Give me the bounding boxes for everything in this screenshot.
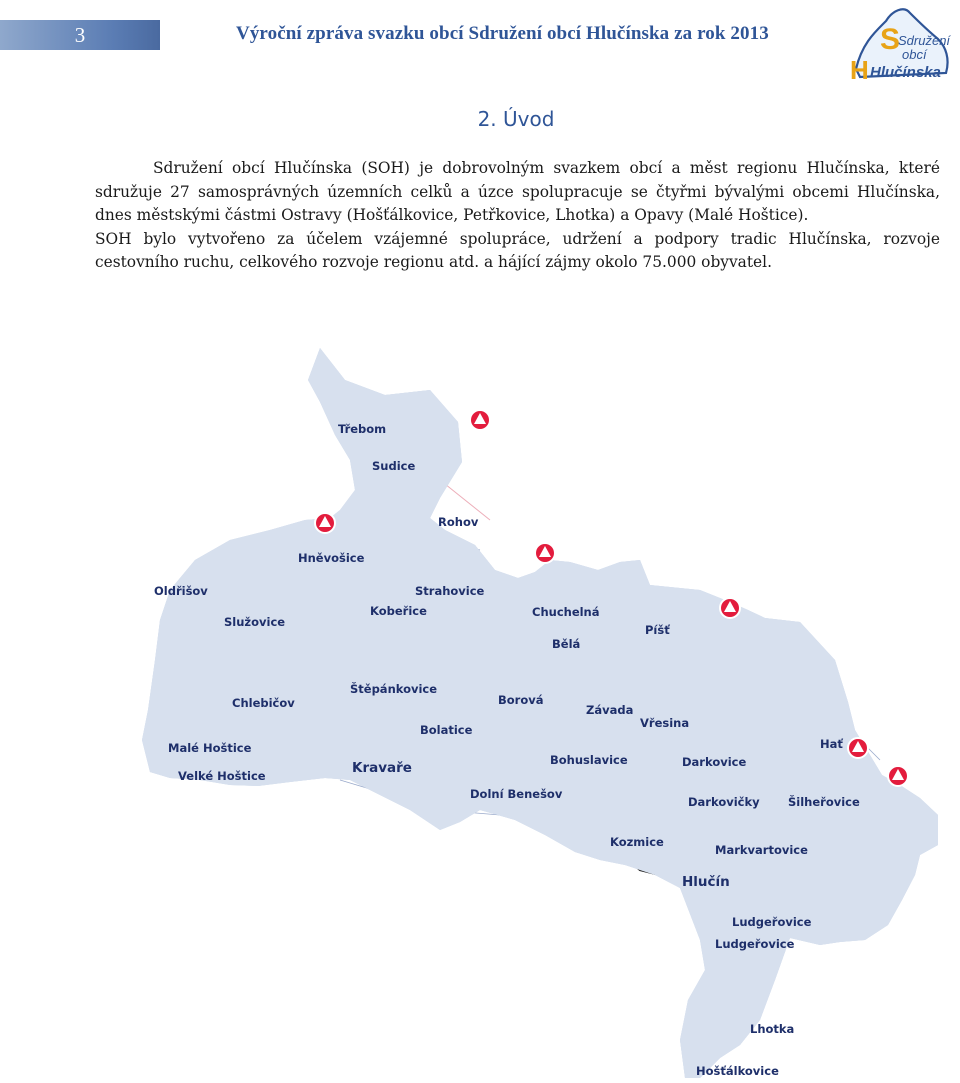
town-label: Šilheřovice [788, 795, 860, 809]
region-map-graphic [140, 340, 940, 1080]
logo-word-1: Sdružení [898, 33, 951, 48]
town-label: Darkovice [682, 755, 747, 769]
town-label: Kravaře [352, 760, 412, 776]
town-label: Bohuslavice [550, 753, 628, 767]
town-label: Markvartovice [715, 843, 808, 857]
town-label: Hošťálkovice [696, 1064, 779, 1078]
town-label: Hlučín [682, 874, 730, 890]
town-label: Borová [498, 693, 544, 707]
town-label: Chuchelná [532, 605, 600, 619]
town-label: Píšť [645, 623, 670, 637]
soh-logo-graphic [846, 3, 956, 85]
town-label: Bělá [552, 637, 581, 651]
paragraph-2: SOH bylo vytvořeno za účelem vzájemné spolupráce, udržení a podpory tradic Hlučínska, rozvoje cestovního ruchu, celkového rozvoje regionu atd. a hájící zájmy okolo 75.000 obyvatel. [95, 229, 940, 271]
town-label: Ludgeřovice [732, 915, 812, 929]
town-label: Závada [586, 703, 634, 717]
town-label: Ludgeřovice [715, 937, 795, 951]
town-label: Hněvošice [298, 551, 365, 565]
logo-word-2: obcí [902, 47, 927, 62]
town-label: Vřesina [640, 716, 690, 730]
town-label: Sudice [372, 459, 416, 473]
section-heading: 2. Úvod [477, 107, 555, 131]
town-label: Služovice [224, 615, 286, 629]
town-label: Strahovice [415, 584, 485, 598]
page-number: 3 [74, 22, 86, 47]
town-label: Dolní Benešov [470, 787, 563, 801]
soh-logo [846, 3, 956, 85]
town-label: Kobeřice [370, 604, 427, 618]
intro-text [95, 157, 940, 275]
town-label: Lhotka [750, 1022, 795, 1036]
town-label: Štěpánkovice [350, 682, 438, 696]
town-label: Chlebičov [232, 696, 295, 710]
region-map [140, 340, 940, 1080]
town-label: Malé Hoštice [168, 741, 252, 755]
paragraph-1: Sdružení obcí Hlučínska (SOH) je dobrovolným svazkem obcí a měst regionu Hlučínska, které sdružuje 27 samosprávných územních celků a úzce spolupracuje se čtyřmi bývalými obcemi Hlučínska, dnes městskými částmi Ostravy (Hošťálkovice, Petřkovice, Lhotka) a Opavy (Malé Hoštice). [95, 159, 940, 224]
town-label: Velké Hoštice [178, 769, 266, 783]
town-label: Třebom [338, 422, 387, 436]
header-title: Výroční zpráva svazku obcí Sdružení obcí Hlučínska za rok 2013 [236, 23, 769, 44]
page-number-box [0, 20, 160, 50]
town-label: Kozmice [610, 835, 664, 849]
town-label: Oldřišov [154, 584, 208, 598]
town-label: Darkovičky [688, 795, 760, 809]
town-label: Hať [820, 737, 843, 751]
town-label: Rohov [438, 515, 479, 529]
town-label: Bolatice [420, 723, 473, 737]
logo-word-3: Hlučínska [870, 64, 941, 81]
svg-text:H: H [850, 55, 869, 85]
svg-text:S: S [880, 23, 901, 56]
